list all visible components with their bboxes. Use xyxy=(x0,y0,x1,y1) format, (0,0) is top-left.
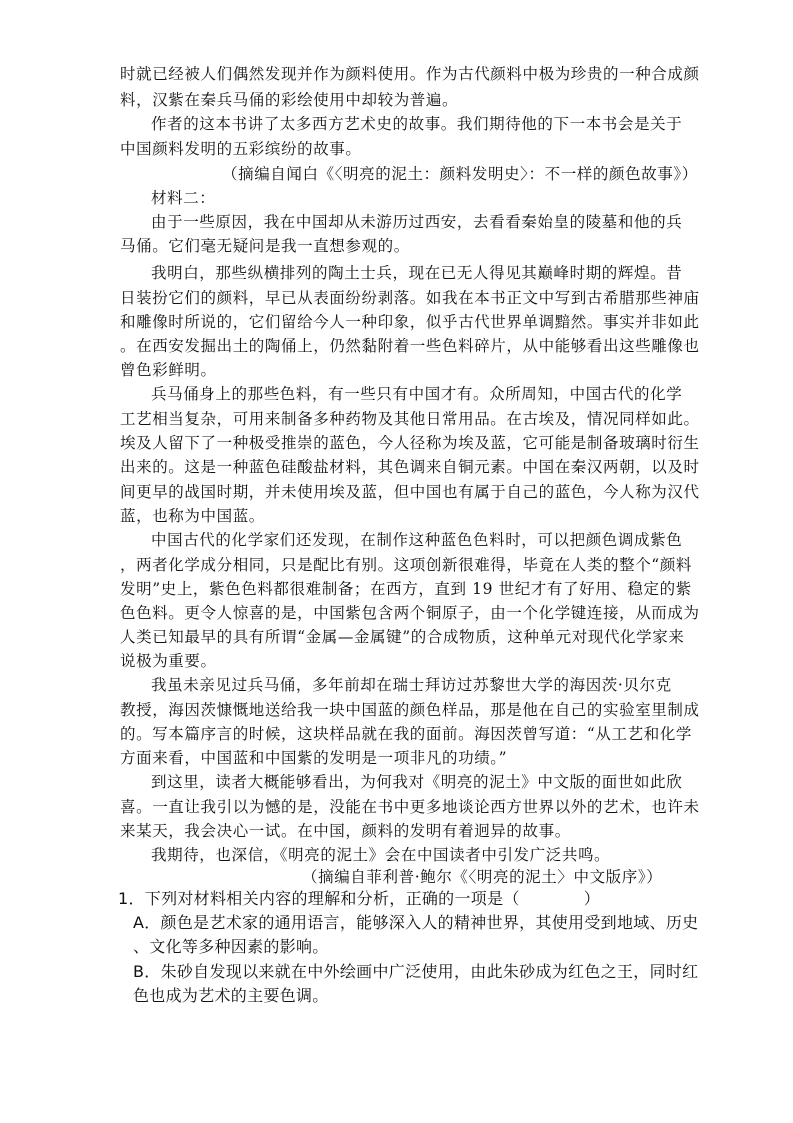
option-b-line: 色也成为艺术的主要色调。 xyxy=(133,986,329,1005)
passage-line: 日装扮它们的颜料，早已从表面纷纷剥落。如我在本书正文中写到古希腊那些神庙 xyxy=(120,289,700,307)
option-a-line: 、文化等多种因素的影响。 xyxy=(133,937,329,956)
passage-line: 的。写本篇序言的时候，这块样品就在我的面前。海因茨曾写道：“从工艺和化学 xyxy=(120,725,693,743)
passage-line: 料，汉紫在秦兵马俑的彩绘使用中却较为普遍。 xyxy=(120,91,459,109)
passage-line: 我虽未亲见过兵马俑，多年前却在瑞士拜访过苏黎世大学的海因茨·贝尔克 xyxy=(151,676,672,694)
passage-line: 我期待，也深信，《明亮的泥土》会在中国读者中引发广泛共鸣。 xyxy=(151,846,611,864)
passage-line: 到这里，读者大概能够看出，为何我对《明亮的泥土》中文版的面世如此欣 xyxy=(151,773,683,791)
passage-line: 色色料。更令人惊喜的是，中国紫包含两个铜原子，由一个化学键连接，从而成为 xyxy=(120,604,700,622)
passage-line: 时就已经被人们偶然发现并作为颜料使用。作为古代颜料中极为珍贵的一种合成颜 xyxy=(120,65,700,83)
question-stem-text: 1．下列对材料相关内容的理解和分析，正确的一项是（ xyxy=(118,889,520,908)
passage-line: 教授，海因茨慷慨地送给我一块中国蓝的颜色样品，那是他在自己的实验室里制成 xyxy=(120,701,700,719)
question-stem-close: ） xyxy=(583,889,600,908)
passage-line: 发明”史上，紫色色料都很难制备；在西方，直到 19 世纪才有了好用、稳定的紫 xyxy=(120,580,692,598)
passage-line: 说极为重要。 xyxy=(120,652,217,670)
source-citation: （摘编自闻白《〈明亮的泥土：颜料发明史〉：不一样的颜色故事》） xyxy=(222,165,698,183)
passage-line: 。在西安发掘出土的陶俑上，仍然黏附着一些色料碎片，从中能够看出这些雕像也 xyxy=(120,337,700,355)
passage-line: 工艺相当复杂，可用来制备多种药物及其他日常用品。在古埃及，情况同样如此。 xyxy=(120,410,700,428)
passage-line: 中国颜料发明的五彩缤纷的故事。 xyxy=(120,140,362,158)
source-citation: （摘编自菲利普·鲍尔《〈明亮的泥土〉中文版序》） xyxy=(302,868,663,886)
passage-line: ，两者化学成分相同，只是配比有别。这项创新很难得，毕竟在人类的整个“颜料 xyxy=(120,556,693,574)
passage-line: 兵马俑身上的那些色料，有一些只有中国才有。众所周知，中国古代的化学 xyxy=(151,385,683,403)
passage-line: 人类已知最早的具有所谓“金属—金属键”的合成物质，这种单元对现代化学家来 xyxy=(120,628,685,646)
passage-line: 我明白，那些纵横排列的陶土士兵，现在已无人得见其巅峰时期的辉煌。昔 xyxy=(151,264,683,282)
passage-line: 喜。一直让我引以为憾的是，没能在书中更多地谈论西方世界以外的艺术，也许未 xyxy=(120,798,700,816)
section-heading: 材料二： xyxy=(151,189,216,207)
passage-line: 中国古代的化学家们还发现，在制作这种蓝色色料时，可以把颜色调成紫色 xyxy=(151,531,683,549)
passage-line: 马俑。它们毫无疑问是我一直想参观的。 xyxy=(120,237,410,255)
passage-line: 由于一些原因，我在中国却从未游历过西安，去看看秦始皇的陵墓和他的兵 xyxy=(151,213,683,231)
passage-line: 蓝，也称为中国蓝。 xyxy=(120,507,265,525)
question-stem xyxy=(118,888,600,910)
passage-line: 和雕像时所说的，它们留给今人一种印象，似乎古代世界单调黯然。事实并非如此 xyxy=(120,313,700,331)
passage-line: 间更早的战国时期，并未使用埃及蓝，但中国也有属于自己的蓝色，今人称为汉代 xyxy=(120,483,700,501)
passage-line: 来某天，我会决心一试。在中国，颜料的发明有着迥异的故事。 xyxy=(120,822,571,840)
passage-line: 方面来看，中国蓝和中国紫的发明是一项非凡的功绩。” xyxy=(120,749,508,767)
option-b-line: B．朱砂自发现以来就在中外绘画中广泛使用，由此朱砂成为红色之王，同时红 xyxy=(133,962,699,981)
passage-line: 作者的这本书讲了太多西方艺术史的故事。我们期待他的下一本书会是关于 xyxy=(151,115,683,133)
option-a-line: A．颜色是艺术家的通用语言，能够深入人的精神世界，其使用受到地域、历史 xyxy=(133,913,699,932)
passage-line: 曾色彩鲜明。 xyxy=(120,361,217,379)
passage-line: 埃及人留下了一种极受推崇的蓝色，今人径称为埃及蓝，它可能是制备玻璃时衍生 xyxy=(120,434,700,452)
passage-line: 出来的。这是一种蓝色硅酸盐材料，其色调来自铜元素。中国在秦汉两朝，以及时 xyxy=(120,458,700,476)
